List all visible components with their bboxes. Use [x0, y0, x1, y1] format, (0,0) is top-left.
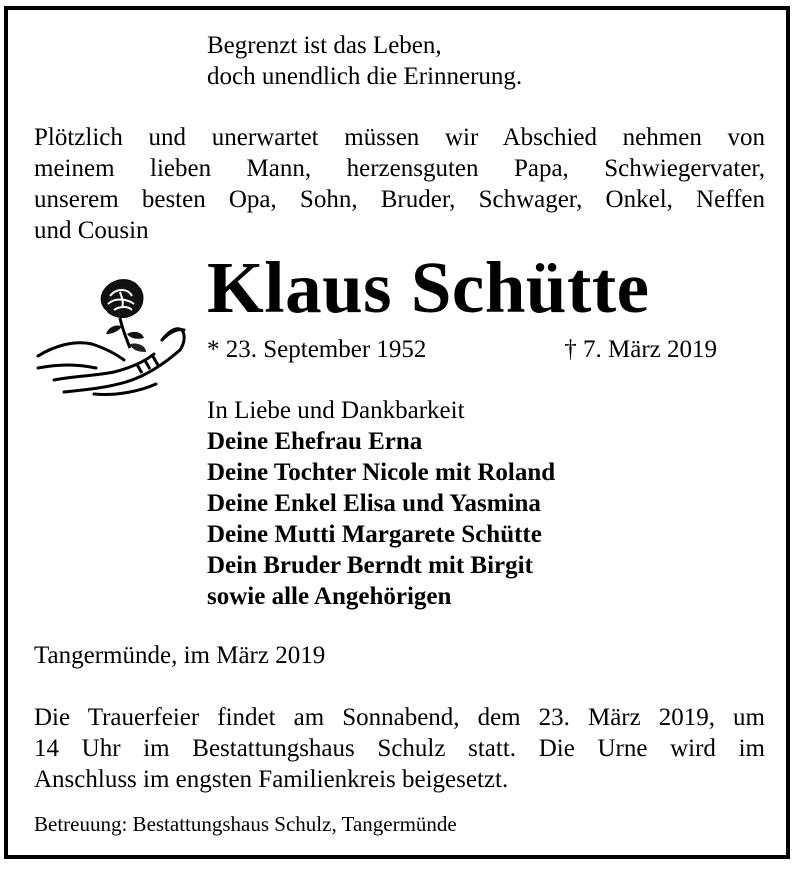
death-date: † 7. März 2019: [564, 336, 717, 363]
intro-line-2: meinem lieben Mann, herzensguten Papa, Schwiegervater,: [34, 155, 765, 182]
deceased-name: Klaus Schütte: [207, 247, 650, 328]
funeral-service-text: [34, 702, 765, 795]
motto-line-1: Begrenzt ist das Leben,: [207, 32, 442, 59]
mourner-line: Deine Tochter Nicole mit Roland: [207, 459, 556, 486]
intro-line-4: und Cousin: [34, 217, 149, 244]
service-line-3: Anschluss im engsten Familienkreis beigesetzt.: [34, 766, 509, 793]
mourner-line: Deine Enkel Elisa und Yasmina: [207, 490, 541, 517]
hands-holding-rose-icon: [34, 268, 194, 403]
mourner-line: Dein Bruder Berndt mit Birgit: [207, 552, 533, 579]
mourner-line: Deine Ehefrau Erna: [207, 428, 423, 455]
mourner-line: Deine Mutti Margarete Schütte: [207, 521, 542, 548]
funeral-home-credit: Betreuung: Bestattungshaus Schulz, Tangermünde: [34, 812, 457, 836]
place-date: Tangermünde, im März 2019: [34, 642, 326, 669]
intro-line-1: Plötzlich und unerwartet müssen wir Abschied nehmen von: [34, 124, 765, 151]
motto: [207, 30, 522, 92]
mourners-heading: In Liebe und Dankbarkeit: [207, 397, 465, 424]
intro-text: [34, 122, 765, 246]
mourners-list: [207, 395, 555, 612]
service-line-1: Die Trauerfeier findet am Sonnabend, dem 23. März 2019, um: [34, 704, 765, 731]
service-line-2: 14 Uhr im Bestattungshaus Schulz statt. Die Urne wird im: [34, 735, 765, 762]
motto-line-2: doch unendlich die Erinnerung.: [207, 63, 523, 90]
life-dates: [207, 334, 717, 365]
birth-date: * 23. September 1952: [207, 336, 427, 363]
intro-line-3: unserem besten Opa, Sohn, Bruder, Schwager, Onkel, Neffen: [34, 186, 765, 213]
mourner-line: sowie alle Angehörigen: [207, 583, 452, 610]
